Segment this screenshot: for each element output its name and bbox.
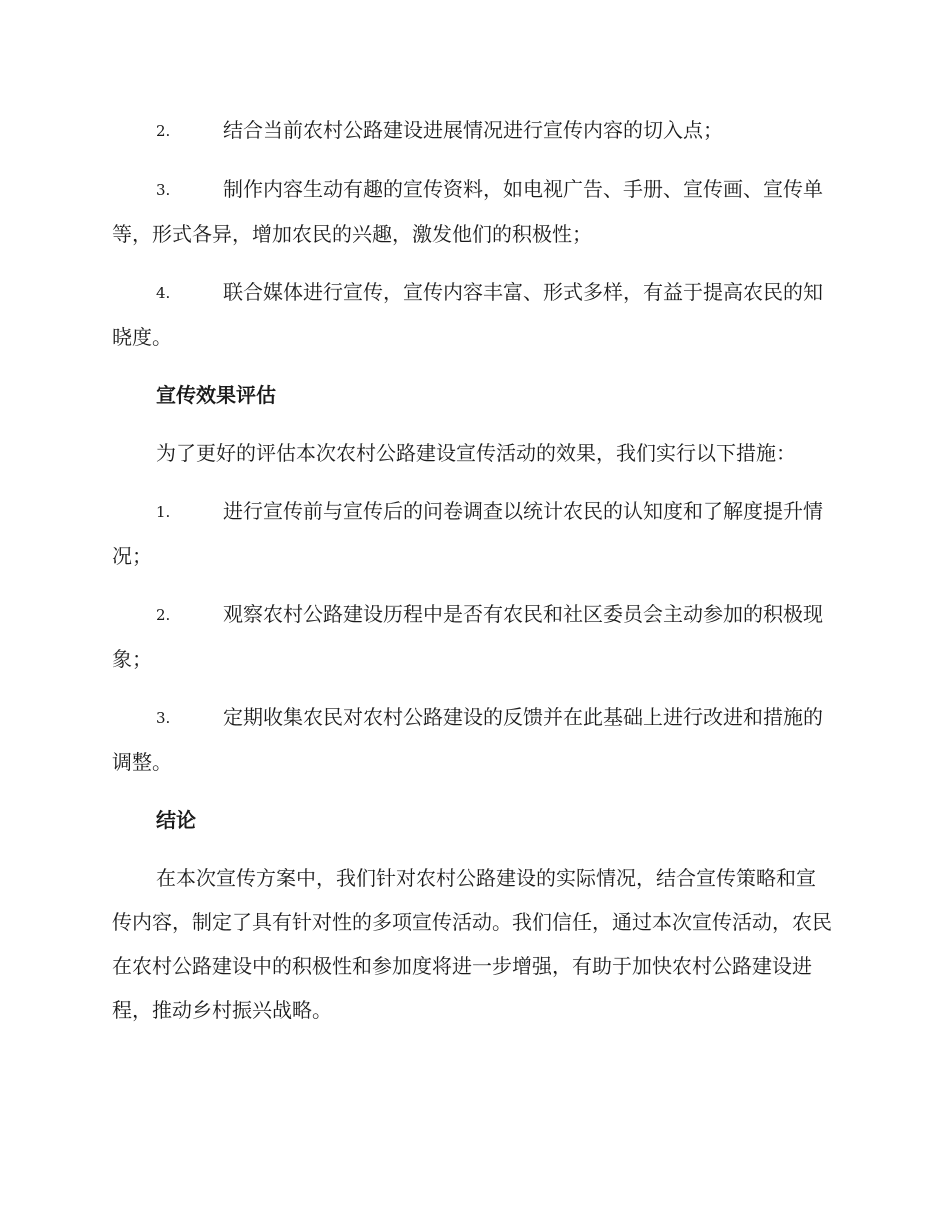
list-text: 进行宣传前与宣传后的问卷调查以统计农民的认知度和了解度提升情况； [112, 499, 823, 568]
list-item [112, 695, 832, 784]
list-text: 结合当前农村公路建设进展情况进行宣传内容的切入点； [223, 118, 723, 142]
list-text: 定期收集农民对农村公路建设的反馈并在此基础上进行改进和措施的调整。 [112, 705, 823, 774]
list-text: 观察农村公路建设历程中是否有农民和社区委员会主动参加的积极现象； [112, 602, 823, 671]
list-text: 联合媒体进行宣传，宣传内容丰富、形式多样，有益于提高农民的知晓度。 [112, 280, 823, 349]
conclusion-text: 在本次宣传方案中，我们针对农村公路建设的实际情况，结合宣传策略和宣传内容，制定了具有针对性的多项宣传活动。我们信任，通过本次宣传活动，农民在农村公路建设中的积极性和参加度将进一步增强，有助于加快农村公路建设进程，推动乡村振兴战略。 [112, 866, 832, 1022]
list-number: 2. [156, 606, 171, 624]
list-item [112, 167, 832, 256]
list-number: 1. [156, 503, 171, 521]
list-number: 3. [156, 709, 171, 727]
list-item [112, 270, 832, 359]
document-content [112, 108, 832, 1046]
list-text: 制作内容生动有趣的宣传资料，如电视广告、手册、宣传画、宣传单等，形式各异，增加农民的兴趣，激发他们的积极性； [112, 177, 823, 246]
list-number: 4. [156, 284, 171, 302]
list-item [112, 108, 832, 153]
list-number: 2. [156, 122, 171, 140]
evaluation-intro: 为了更好的评估本次农村公路建设宣传活动的效果，我们实行以下措施： [156, 441, 796, 465]
section-heading-evaluation: 宣传效果评估 [156, 383, 276, 407]
section-heading-conclusion: 结论 [156, 808, 196, 832]
list-item [112, 489, 832, 578]
list-item [112, 592, 832, 681]
list-number: 3. [156, 181, 171, 199]
